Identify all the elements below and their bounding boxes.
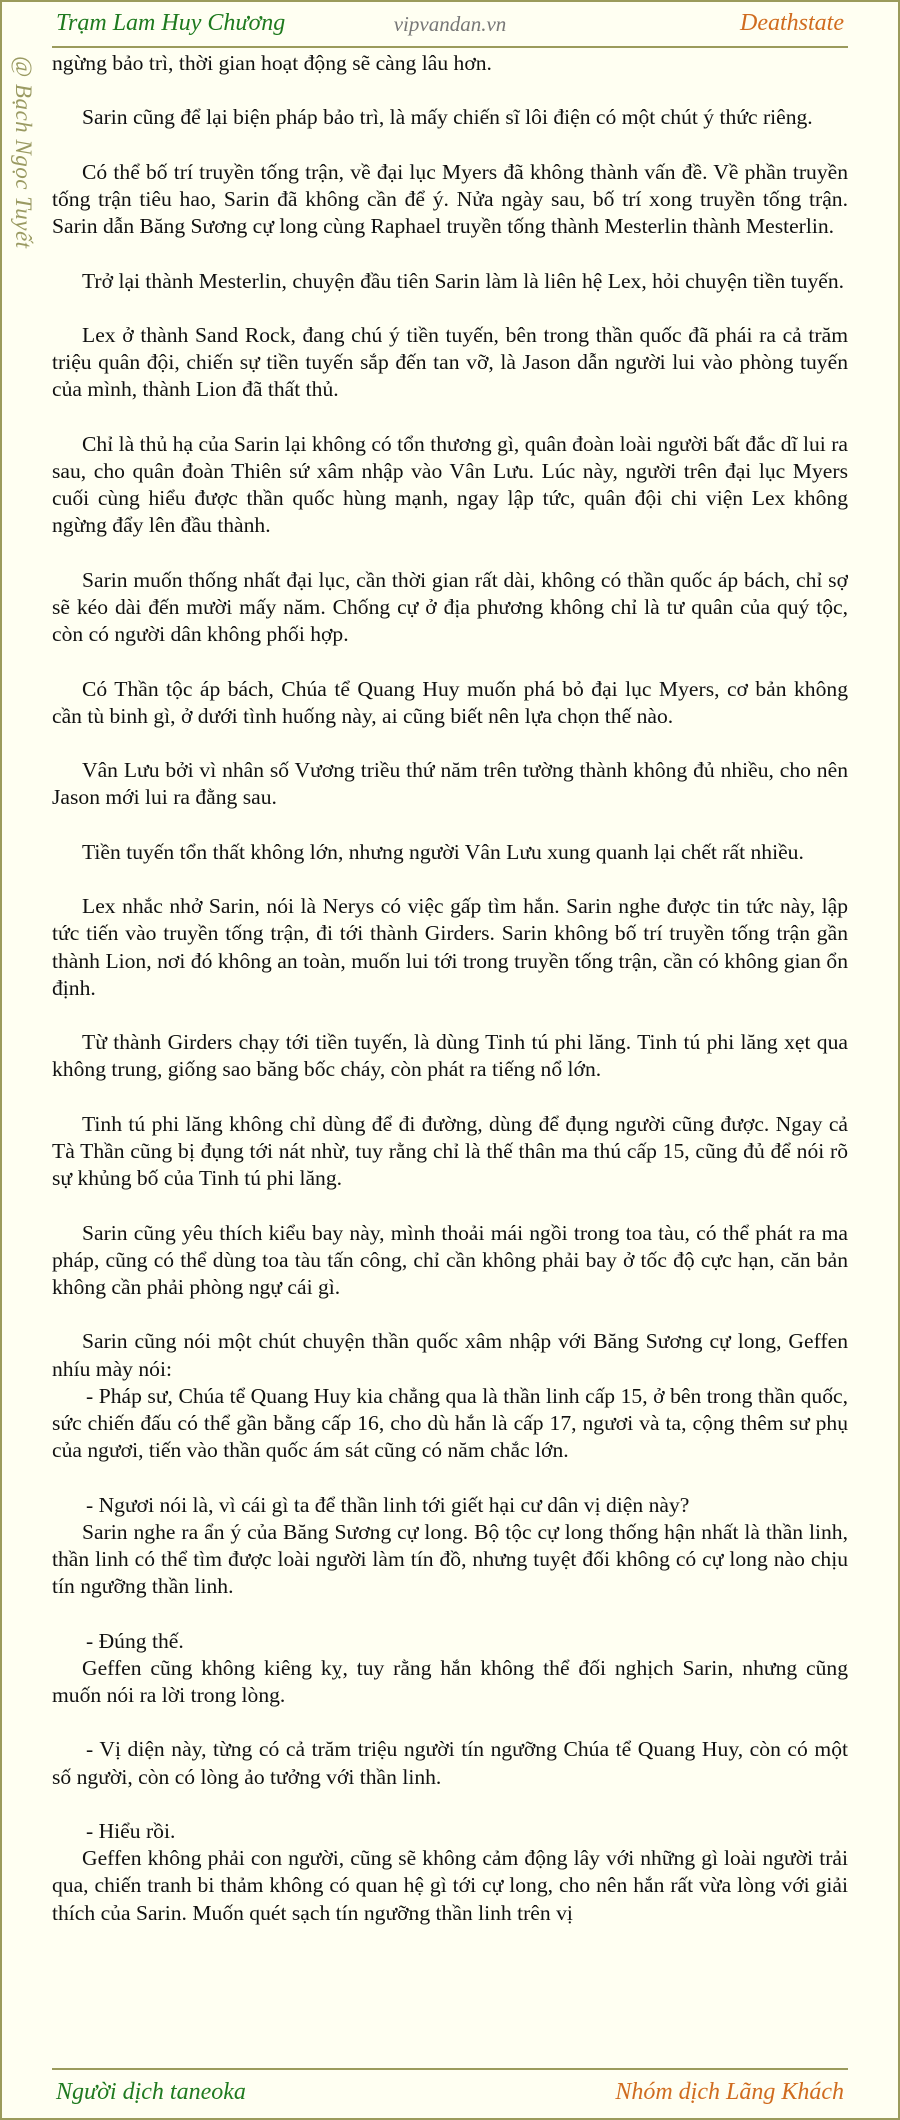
dialogue-line: - Pháp sư, Chúa tể Quang Huy kia chẳng qua là thần linh cấp 15, ở bên trong thần quốc, sức chiến đấu có thể gần bằng cấp 16, cho dù hắn là cấp 17, ngươi và ta, cộng thêm sư phụ của ngươi, tiến vào thần quốc ám sát cũng có năm chắc lớn. [52,1383,848,1463]
paragraph: Tinh tú phi lăng không chỉ dùng để đi đường, dùng để đụng người cũng được. Ngay cả Tà Thần cũng bị đụng tới nát nhừ, tuy rằng chỉ là thế thân ma thú cấp 15, cũng đủ để nói rõ sự khủng bố của Tinh tú phi lăng. [52,1111,848,1191]
footer-group: Nhóm dịch Lãng Khách [615,2079,844,2105]
header-left-title: Trạm Lam Huy Chương [56,10,286,36]
dialogue-line: - Đúng thế. [86,1628,184,1653]
paragraph: Từ thành Girders chạy tới tiền tuyến, là dùng Tinh tú phi lăng. Tinh tú phi lăng xẹt qua không trung, giống sao băng bốc cháy, còn phát ra tiếng nổ lớn. [52,1030,848,1082]
paragraph: Trở lại thành Mesterlin, chuyện đầu tiên Sarin làm là liên hệ Lex, hỏi chuyện tiền tuyến. [82,268,845,293]
paragraph: Có thể bố trí truyền tống trận, về đại lục Myers đã không thành vấn đề. Về phần truyền tống trận tiêu hao, Sarin đã không cần để ý. Nửa ngày sau, bố trí xong truyền tống trận. Sarin dẫn Băng Sương cự long cùng Raphael truyền tống thành Mesterlin thành Mesterlin. [52,159,848,239]
paragraph: Sarin cũng yêu thích kiểu bay này, mình thoải mái ngồi trong toa tàu, có thể phát ra ma pháp, cũng có thể dùng toa tàu tấn công, chỉ cần không phải bay ở tốc độ cực hạn, căn bản không cần phải phòng ngự cái gì. [52,1220,848,1299]
body-text [52,50,848,2064]
dialogue-line: - Vị diện này, từng có cả trăm triệu người tín ngưỡng Chúa tể Quang Huy, còn có một số người, còn có lòng ảo tưởng với thần linh. [52,1737,848,1789]
paragraph: Sarin muốn thống nhất đại lục, cần thời gian rất dài, không có thần quốc áp bách, chỉ sợ sẽ kéo dài đến mười mấy năm. Chống cự ở địa phương không chỉ là tư quân của quý tộc, còn có người dân không phối hợp. [52,567,848,647]
page-header [52,2,848,48]
side-watermark: @ Bạch Ngọc Tuyết [11,56,36,249]
paragraph: ngừng bảo trì, thời gian hoạt động sẽ càng lâu hơn. [52,51,492,75]
header-site-name: vipvandan.vn [393,12,507,36]
paragraph: Tiền tuyến tổn thất không lớn, nhưng người Vân Lưu xung quanh lại chết rất nhiều. [82,839,804,864]
page-footer [52,2068,848,2118]
dialogue-line: - Ngươi nói là, vì cái gì ta để thần linh tới giết hại cư dân vị diện này? [86,1492,690,1517]
paragraph: Lex ở thành Sand Rock, đang chú ý tiền tuyến, bên trong thần quốc đã phái ra cả trăm triệu quân đội, chiến sự tiền tuyến sắp đến tan vỡ, là Jason dẫn người lui vào phòng tuyến của mình, thành Lion đã thất thủ. [52,322,848,402]
paragraph: Sarin cũng nói một chút chuyện thần quốc xâm nhập với Băng Sương cự long, Geffen nhíu mày nói: [52,1329,848,1381]
footer-translator: Người dịch taneoka [56,2079,246,2105]
paragraph: Sarin nghe ra ẩn ý của Băng Sương cự long. Bộ tộc cự long thống hận nhất là thần linh, thần linh có thể tìm được loài người làm tín đồ, nhưng tuyệt đối không có cự long nào chịu tín ngưỡng thần linh. [52,1519,848,1599]
paragraph: Lex nhắc nhở Sarin, nói là Nerys có việc gấp tìm hắn. Sarin nghe được tin tức này, lập tức tiến vào truyền tống trận, đi tới thành Girders. Sarin không bố trí truyền tống trận gần thành Lion, nơi đó không an toàn, muốn lui tới trong truyền tống trận, cần có không gian ổn định. [52,894,848,1000]
paragraph: Chỉ là thủ hạ của Sarin lại không có tổn thương gì, quân đoàn loài người bất đắc dĩ lui ra sau, cho quân đoàn Thiên sứ xâm nhập vào Vân Lưu. Lúc này, người trên đại lục Myers cuối cùng hiểu được thần quốc hùng mạnh, ngay lập tức, quân đội chi viện Lex không ngừng đẩy lên đầu thành. [52,431,848,538]
paragraph: Vân Lưu bởi vì nhân số Vương triều thứ năm trên tường thành không đủ nhiều, cho nên Jason mới lui ra đằng sau. [52,758,848,810]
paragraph: Geffen không phải con người, cũng sẽ không cảm động lây với những gì loài người trải qua, chiến tranh bi thảm không có quan hệ gì tới cự long, cho nên hắn rất vừa lòng với giải thích của Sarin. Muốn quét sạch tín ngưỡng thần linh trên vị [52,1846,848,1925]
paragraph: Sarin cũng để lại biện pháp bảo trì, là mấy chiến sĩ lôi điện có một chút ý thức riêng. [82,105,813,130]
paragraph: Geffen cũng không kiêng kỵ, tuy rằng hắn không thể đối nghịch Sarin, nhưng cũng muốn nói ra lời trong lòng. [52,1655,848,1707]
paragraph: Có Thần tộc áp bách, Chúa tể Quang Huy muốn phá bỏ đại lục Myers, cơ bản không cần tù binh gì, ở dưới tình huống này, ai cũng biết nên lựa chọn thế nào. [52,676,848,728]
dialogue-line: - Hiểu rồi. [86,1818,176,1843]
header-right-title: Deathstate [740,10,844,36]
